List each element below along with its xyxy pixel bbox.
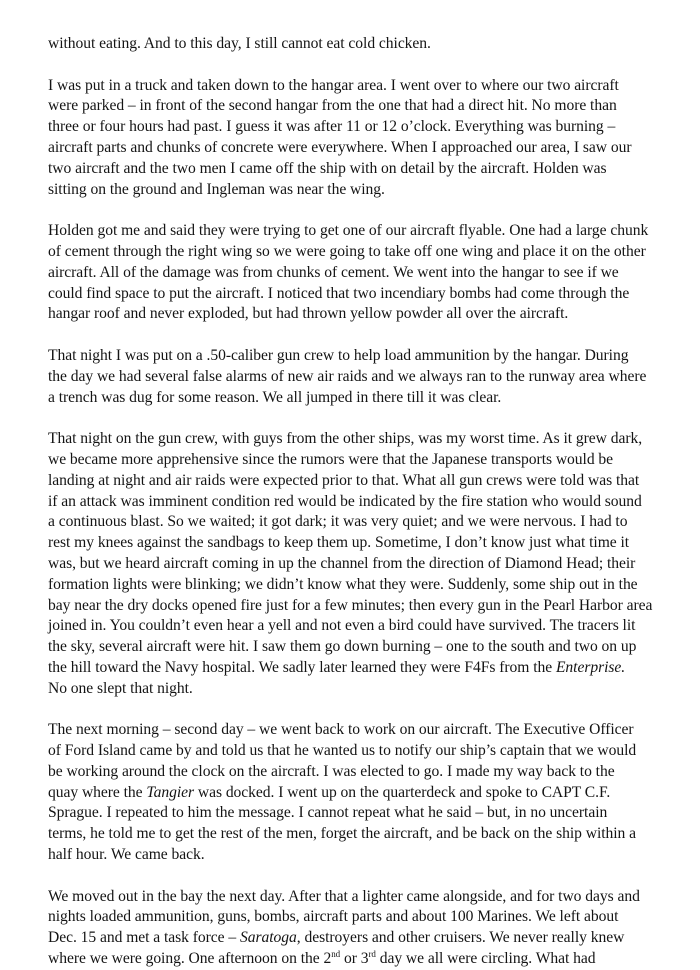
text-line: were parked – in front of the second hangar from the one that had a direct hit. No more than [48,97,617,115]
text-line: a continuous blast. So we waited; it got dark; it was very quiet; and we were nervous. I had to [48,513,628,531]
text-line: half hour. We came back. [48,846,205,864]
text-line: be working around the clock on the aircraft. I was elected to go. I made my way back to the [48,762,615,780]
ship-name-tangier: Tangier [146,783,195,801]
text-line [48,928,663,949]
text-line: We moved out in the bay the next day. After that a lighter came alongside, and for two days and [48,887,640,905]
text-line: a trench was dug for some reason. We all jumped in there till it was clear. [48,388,502,406]
text-line: bay near the dry docks opened fire just for a few minutes; then every gun in the Pearl Harbor area [48,596,653,614]
text-segment: the hill toward the Navy hospital. We sadly later learned they were F4Fs from the [48,658,556,676]
text-line: landing at night and air raids were expected prior to that. What all gun crews were told was that [48,471,640,489]
text-segment: or 3 [340,950,369,968]
paragraph-6 [48,720,663,866]
text-segment: quay where the [48,783,147,801]
text-line: Sprague. I repeated to him the message. I cannot repeat what he said – but, in no uncertain [48,804,608,822]
text-line [48,658,663,679]
text-line: aircraft parts and chunks of concrete were everywhere. When I approached our area, I saw our [48,138,632,156]
paragraph-3 [48,221,663,325]
ordinal-suffix: nd [331,949,341,960]
paragraph-5 [48,429,663,699]
text-line: could find space to put the aircraft. I noticed that two incendiary bombs had come through the [48,284,630,302]
text-line: The next morning – second day – we went back to work on our aircraft. The Executive Officer [48,721,634,739]
text-line: was, but we heard aircraft coming in up the channel from the direction of Diamond Head; their [48,554,636,572]
text-segment: was docked. I went up on the quarterdeck and spoke to CAPT C.F. [194,783,611,801]
paragraph-4 [48,346,663,408]
ship-name-saratoga: Saratoga [240,929,297,947]
text-line: joined in. You couldn’t even hear a yell and not even a bird could have survived. The tracers lit [48,617,636,635]
text-line: No one slept that night. [48,679,193,697]
text-line: rest my knees against the sandbags to keep them up. Sometime, I don’t know just what time it [48,534,630,552]
text-line: aircraft. All of the damage was from chunks of cement. We went into the hangar to see if we [48,263,619,281]
text-line: That night on the gun crew, with guys from the other ships, was my worst time. As it grew dark, [48,430,643,448]
ordinal-suffix: rd [368,949,376,960]
paragraph-2 [48,76,663,201]
text-line: sitting on the ground and Ingleman was near the wing. [48,180,385,198]
text-segment: , destroyers and other cruisers. We never really knew [296,929,625,947]
text-line: the day we had several false alarms of new air raids and we always ran to the runway area where [48,367,647,385]
text-line: formation lights were blinking; we didn’t know what they were. Suddenly, some ship out in the [48,575,638,593]
text-line: That night I was put on a .50-caliber gun crew to help load ammunition by the hangar. During [48,346,629,364]
text-line [48,949,663,970]
text-line: nights loaded ammunition, guns, bombs, aircraft parts and about 100 Marines. We left about [48,908,619,926]
text-line: two aircraft and the two men I came off the ship with on detail by the aircraft. Holden was [48,159,607,177]
text-line: if an attack was imminent condition red would be indicated by the fire station who would sound [48,492,642,510]
text-line: of cement through the right wing so we were going to take off one wing and place it on the other [48,242,646,260]
text-line: we became more apprehensive since the rumors were that the Japanese transports would be [48,450,614,468]
text-line: the sky, several aircraft were hit. I saw them go down burning – one to the south and two on up [48,638,637,656]
ship-name-enterprise: Enterprise. [555,658,626,676]
paragraph-7 [48,887,663,970]
text-line [48,783,663,804]
text-line: Holden got me and said they were trying to get one of our aircraft flyable. One had a large chunk [48,222,649,240]
text-line: terms, he told me to get the rest of the men, forget the aircraft, and be back on the ship within a [48,825,637,843]
text-line: hangar roof and never exploded, but had thrown yellow powder all over the aircraft. [48,305,569,323]
text-line: three or four hours had past. I guess it was after 11 or 12 o’clock. Everything was burning – [48,118,616,136]
text-line: without eating. And to this day, I still cannot eat cold chicken. [48,35,431,52]
text-segment: day we all were circling. What had [375,950,596,968]
text-segment: where we were going. One afternoon on the 2 [48,950,332,968]
text-line: of Ford Island came by and told us that he wanted us to notify our ship’s captain that we would [48,742,637,760]
text-line: I was put in a truck and taken down to the hangar area. I went over to where our two aircraft [48,76,619,94]
paragraph-1 [48,34,663,55]
text-segment: Dec. 15 and met a task force – [48,929,240,947]
document-page [48,34,663,970]
